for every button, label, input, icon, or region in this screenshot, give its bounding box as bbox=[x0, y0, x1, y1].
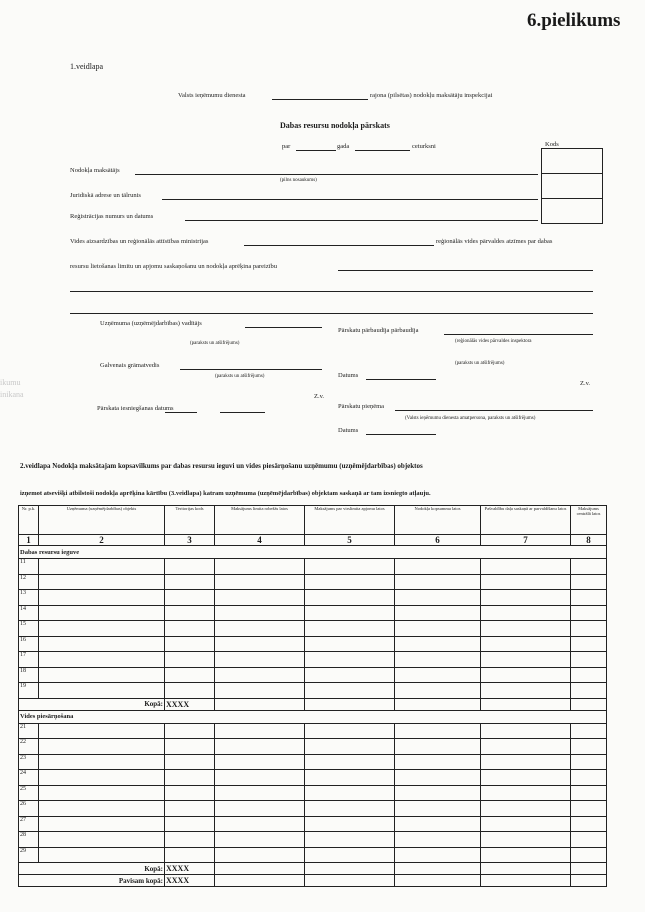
col-number: 6 bbox=[395, 535, 481, 546]
table-row bbox=[19, 683, 607, 699]
table-cell bbox=[39, 621, 165, 637]
table-cell bbox=[305, 785, 395, 801]
period-par: par bbox=[282, 143, 291, 150]
table-cell bbox=[165, 621, 215, 637]
inspector-hint2: (paraksts un atšifrējums) bbox=[455, 361, 505, 366]
table-cell bbox=[481, 574, 571, 590]
table-cell bbox=[395, 723, 481, 739]
table-row bbox=[19, 816, 607, 832]
table-cell bbox=[481, 590, 571, 606]
table-cell bbox=[215, 832, 305, 848]
table-cell bbox=[165, 652, 215, 668]
col-header: Teritorijas kods bbox=[165, 506, 215, 535]
col-number: 4 bbox=[215, 535, 305, 546]
addressee-blank bbox=[272, 99, 368, 100]
submission-date-label: Pārskata iesniegšanas datums bbox=[97, 405, 174, 412]
company-head-label: Uzņēmuma (uzņēmējdarbības) vadītājs bbox=[100, 320, 202, 327]
col-number: 8 bbox=[571, 535, 607, 546]
table-cell bbox=[215, 801, 305, 817]
chief-accountant-label: Galvenais grāmatvedis bbox=[100, 362, 160, 369]
table-cell bbox=[481, 667, 571, 683]
table-cell bbox=[215, 683, 305, 699]
row-number: 15 bbox=[19, 621, 39, 637]
table-row bbox=[19, 652, 607, 668]
col-number: 5 bbox=[305, 535, 395, 546]
table-cell bbox=[481, 801, 571, 817]
table-cell bbox=[215, 770, 305, 786]
received-hint: (Valsts ieņēmumu dienesta amatpersona, paraksts un atšifrējums) bbox=[405, 416, 536, 421]
code-boxes bbox=[541, 148, 603, 224]
section-row bbox=[19, 546, 607, 559]
table-cell bbox=[39, 667, 165, 683]
total-row bbox=[19, 863, 607, 875]
table-cell bbox=[481, 847, 571, 863]
table-cell bbox=[481, 636, 571, 652]
stamp-left: Z.v. bbox=[314, 393, 325, 400]
table-cell bbox=[215, 574, 305, 590]
row-number: 29 bbox=[19, 847, 39, 863]
table-row bbox=[19, 754, 607, 770]
row-number: 21 bbox=[19, 723, 39, 739]
table-cell bbox=[305, 574, 395, 590]
table-cell bbox=[39, 636, 165, 652]
table-cell bbox=[165, 667, 215, 683]
table-cell bbox=[481, 621, 571, 637]
total-label: Kopā: bbox=[19, 863, 165, 875]
table-cell bbox=[305, 801, 395, 817]
table-cell bbox=[39, 723, 165, 739]
table-cell bbox=[165, 785, 215, 801]
table-cell bbox=[395, 574, 481, 590]
table-cell bbox=[481, 770, 571, 786]
table-cell bbox=[215, 621, 305, 637]
table-cell bbox=[305, 816, 395, 832]
report-title: Dabas resursu nodokļa pārskats bbox=[280, 121, 390, 130]
table-cell bbox=[305, 754, 395, 770]
row-number: 26 bbox=[19, 801, 39, 817]
form2-title-line1: 2.veidlapa Nodokļa maksātajam kopsavilkums par dabas resursu ieguvi un vides piesārņošanu uzņēmumu (uzņēmējdarbības) objektos bbox=[20, 462, 423, 470]
col-header: Nr. p.k. bbox=[19, 506, 39, 535]
col-header: Nodokļa kopsumma latos bbox=[395, 506, 481, 535]
table-cell bbox=[395, 559, 481, 575]
table-row bbox=[19, 770, 607, 786]
table-cell bbox=[395, 739, 481, 755]
legal-address-line bbox=[162, 199, 538, 200]
xxxx-cell: XXXX bbox=[165, 698, 215, 710]
table-cell bbox=[215, 847, 305, 863]
table-cell bbox=[39, 605, 165, 621]
table-cell bbox=[305, 636, 395, 652]
date-label-2: Datums bbox=[338, 427, 359, 434]
table-cell bbox=[571, 574, 607, 590]
table-cell bbox=[481, 754, 571, 770]
form1-label: 1.veidlapa bbox=[70, 62, 104, 71]
table-cell bbox=[395, 683, 481, 699]
table-cell bbox=[165, 723, 215, 739]
table-cell bbox=[481, 785, 571, 801]
col-header: Pašvaldību daļa saskaņā ar parvaldīšanu latos bbox=[481, 506, 571, 535]
table-cell bbox=[39, 785, 165, 801]
section-title-resources: Dabas resursu ieguve bbox=[19, 546, 607, 559]
table-cell bbox=[395, 801, 481, 817]
table-row bbox=[19, 847, 607, 863]
col-number: 7 bbox=[481, 535, 571, 546]
table-cell bbox=[305, 605, 395, 621]
table-cell bbox=[481, 605, 571, 621]
taxpayer-name-label: Nodokļa maksātājs bbox=[70, 167, 120, 174]
table-cell bbox=[571, 801, 607, 817]
table-cell bbox=[481, 832, 571, 848]
table-cell bbox=[165, 816, 215, 832]
table-cell bbox=[571, 621, 607, 637]
table-cell bbox=[481, 652, 571, 668]
table-cell bbox=[39, 847, 165, 863]
grand-total-label: Pavisam kopā: bbox=[19, 875, 165, 887]
table-cell bbox=[395, 770, 481, 786]
addressee-left: Valsts ieņēmumu dienesta bbox=[178, 92, 246, 99]
table-cell bbox=[395, 816, 481, 832]
table-cell bbox=[305, 770, 395, 786]
row-number: 18 bbox=[19, 667, 39, 683]
taxpayer-name-line bbox=[135, 174, 538, 175]
ministry-label: Vides aizsardzības un reģionālās attīstības ministrijas bbox=[70, 238, 209, 245]
xxxx-cell: XXXX bbox=[165, 875, 215, 887]
table-cell bbox=[571, 770, 607, 786]
ghost-text-2: inikana bbox=[0, 390, 24, 399]
table-cell bbox=[39, 590, 165, 606]
table-row bbox=[19, 832, 607, 848]
table-row bbox=[19, 605, 607, 621]
table-cell bbox=[39, 683, 165, 699]
section-row bbox=[19, 710, 607, 723]
received-label: Pārskatu pieņēma bbox=[338, 403, 385, 410]
period-gada: gada bbox=[337, 143, 350, 150]
table-cell bbox=[215, 636, 305, 652]
table-cell bbox=[571, 847, 607, 863]
table-cell bbox=[39, 801, 165, 817]
row-number: 28 bbox=[19, 832, 39, 848]
row-number: 17 bbox=[19, 652, 39, 668]
table-cell bbox=[165, 590, 215, 606]
table-cell bbox=[571, 723, 607, 739]
grand-total-row bbox=[19, 875, 607, 887]
ghost-text-1: ikumu bbox=[0, 378, 21, 387]
table-row bbox=[19, 723, 607, 739]
row-number: 12 bbox=[19, 574, 39, 590]
table-cell bbox=[165, 801, 215, 817]
table-cell bbox=[215, 754, 305, 770]
table-cell bbox=[215, 559, 305, 575]
table-cell bbox=[571, 605, 607, 621]
legal-address-label: Juridiskā adrese un tālrunis bbox=[70, 192, 141, 199]
row-number: 19 bbox=[19, 683, 39, 699]
date-label-1: Datums bbox=[338, 372, 359, 379]
company-head-hint: (paraksts un atšifrējums) bbox=[190, 341, 240, 346]
xxxx-cell: XXXX bbox=[165, 863, 215, 875]
column-number-row bbox=[19, 535, 607, 546]
table-cell bbox=[39, 832, 165, 848]
table-cell bbox=[165, 559, 215, 575]
table-row bbox=[19, 739, 607, 755]
table-cell bbox=[215, 590, 305, 606]
reg-number-line bbox=[185, 220, 538, 221]
row-number: 14 bbox=[19, 605, 39, 621]
table-cell bbox=[39, 739, 165, 755]
table-cell bbox=[481, 559, 571, 575]
table-row bbox=[19, 636, 607, 652]
table-cell bbox=[215, 739, 305, 755]
table-cell bbox=[165, 683, 215, 699]
table-cell bbox=[305, 739, 395, 755]
row-number: 16 bbox=[19, 636, 39, 652]
row-number: 13 bbox=[19, 590, 39, 606]
col-number: 1 bbox=[19, 535, 39, 546]
table-cell bbox=[165, 847, 215, 863]
table-cell bbox=[215, 667, 305, 683]
table-row bbox=[19, 801, 607, 817]
table-header-row bbox=[19, 506, 607, 535]
inspector-hint1: (reģionālās vides pārvaldes inspektora bbox=[455, 339, 532, 344]
regional-board-label: reģionālās vides pārvaldes atzīmes par dabas bbox=[436, 238, 553, 245]
table-cell bbox=[395, 590, 481, 606]
col-number: 2 bbox=[39, 535, 165, 546]
table-cell bbox=[395, 652, 481, 668]
chief-accountant-hint: (paraksts un atšifrējums) bbox=[215, 374, 265, 379]
table-cell bbox=[215, 605, 305, 621]
total-label: Kopā: bbox=[19, 698, 165, 710]
table-cell bbox=[215, 816, 305, 832]
table-cell bbox=[395, 832, 481, 848]
period-ceturksni: ceturksni bbox=[412, 143, 436, 150]
kods-label: Kods bbox=[545, 141, 559, 148]
table-cell bbox=[39, 754, 165, 770]
table-cell bbox=[395, 621, 481, 637]
table-cell bbox=[395, 636, 481, 652]
table-cell bbox=[165, 832, 215, 848]
table-cell bbox=[39, 770, 165, 786]
table-cell bbox=[215, 652, 305, 668]
table-cell bbox=[305, 847, 395, 863]
table-cell bbox=[395, 785, 481, 801]
col-header: Maksājums centrālā latos bbox=[571, 506, 607, 535]
table-cell bbox=[571, 739, 607, 755]
table-cell bbox=[165, 574, 215, 590]
row-number: 24 bbox=[19, 770, 39, 786]
table-cell bbox=[39, 574, 165, 590]
col-header: Uzņēmuma (uzņēmējdarbības) objekts bbox=[39, 506, 165, 535]
table-cell bbox=[305, 590, 395, 606]
table-row bbox=[19, 621, 607, 637]
table-cell bbox=[571, 559, 607, 575]
col-number: 3 bbox=[165, 535, 215, 546]
reg-number-label: Reģistrācijas numurs un datums bbox=[70, 213, 154, 220]
table-cell bbox=[305, 723, 395, 739]
table-cell bbox=[481, 816, 571, 832]
table-cell bbox=[305, 652, 395, 668]
table-cell bbox=[481, 683, 571, 699]
table-cell bbox=[571, 683, 607, 699]
table-row bbox=[19, 590, 607, 606]
section-title-pollution: Vides piesārņošana bbox=[19, 710, 607, 723]
stamp-right: Z.v. bbox=[580, 380, 591, 387]
table-cell bbox=[395, 667, 481, 683]
table-row bbox=[19, 667, 607, 683]
table-row bbox=[19, 559, 607, 575]
table-cell bbox=[305, 559, 395, 575]
summary-table bbox=[18, 505, 607, 887]
table-row bbox=[19, 574, 607, 590]
table-cell bbox=[571, 832, 607, 848]
row-number: 27 bbox=[19, 816, 39, 832]
row-number: 23 bbox=[19, 754, 39, 770]
table-cell bbox=[305, 832, 395, 848]
table-cell bbox=[165, 605, 215, 621]
limits-label: resursu lietošanas limitu un apjomu saskaņošanu un nodokļa aprēķina pareizību bbox=[70, 263, 278, 270]
total-row bbox=[19, 698, 607, 710]
table-cell bbox=[215, 723, 305, 739]
table-cell bbox=[39, 559, 165, 575]
row-number: 22 bbox=[19, 739, 39, 755]
form2-title-line2: izņemot atsevišķi atbilstoši nodokļa aprēķina kārtību (3.veidlapa) katram uzņēmuma (uzņēmējdarbības) objektam saskaņā ar tam izsniegto atļauju. bbox=[20, 490, 431, 497]
table-cell bbox=[39, 652, 165, 668]
col-header: Maksājums limita robežās latos bbox=[215, 506, 305, 535]
table-cell bbox=[571, 754, 607, 770]
col-header: Maksājums par virslimita apjomu latos bbox=[305, 506, 395, 535]
table-cell bbox=[395, 605, 481, 621]
annex-title: 6.pielikums bbox=[527, 10, 621, 31]
table-cell bbox=[571, 667, 607, 683]
table-cell bbox=[481, 739, 571, 755]
table-cell bbox=[39, 816, 165, 832]
table-cell bbox=[571, 816, 607, 832]
table-cell bbox=[305, 621, 395, 637]
table-cell bbox=[165, 636, 215, 652]
table-cell bbox=[215, 785, 305, 801]
table-cell bbox=[305, 683, 395, 699]
table-cell bbox=[165, 770, 215, 786]
table-cell bbox=[165, 739, 215, 755]
table-cell bbox=[571, 785, 607, 801]
table-cell bbox=[395, 847, 481, 863]
row-number: 25 bbox=[19, 785, 39, 801]
addressee-right: rajona (pilsētas) nodokļu maksātāju inspekcijai bbox=[370, 92, 493, 99]
table-cell bbox=[571, 652, 607, 668]
table-cell bbox=[395, 754, 481, 770]
table-row bbox=[19, 785, 607, 801]
row-number: 11 bbox=[19, 559, 39, 575]
table-cell bbox=[481, 723, 571, 739]
taxpayer-name-hint: (pilns nosaukums) bbox=[280, 178, 317, 183]
table-cell bbox=[571, 636, 607, 652]
inspector-label: Pārskatu pārbaudīja pārbaudīja bbox=[338, 327, 419, 334]
table-cell bbox=[571, 590, 607, 606]
table-cell bbox=[165, 754, 215, 770]
table-cell bbox=[305, 667, 395, 683]
